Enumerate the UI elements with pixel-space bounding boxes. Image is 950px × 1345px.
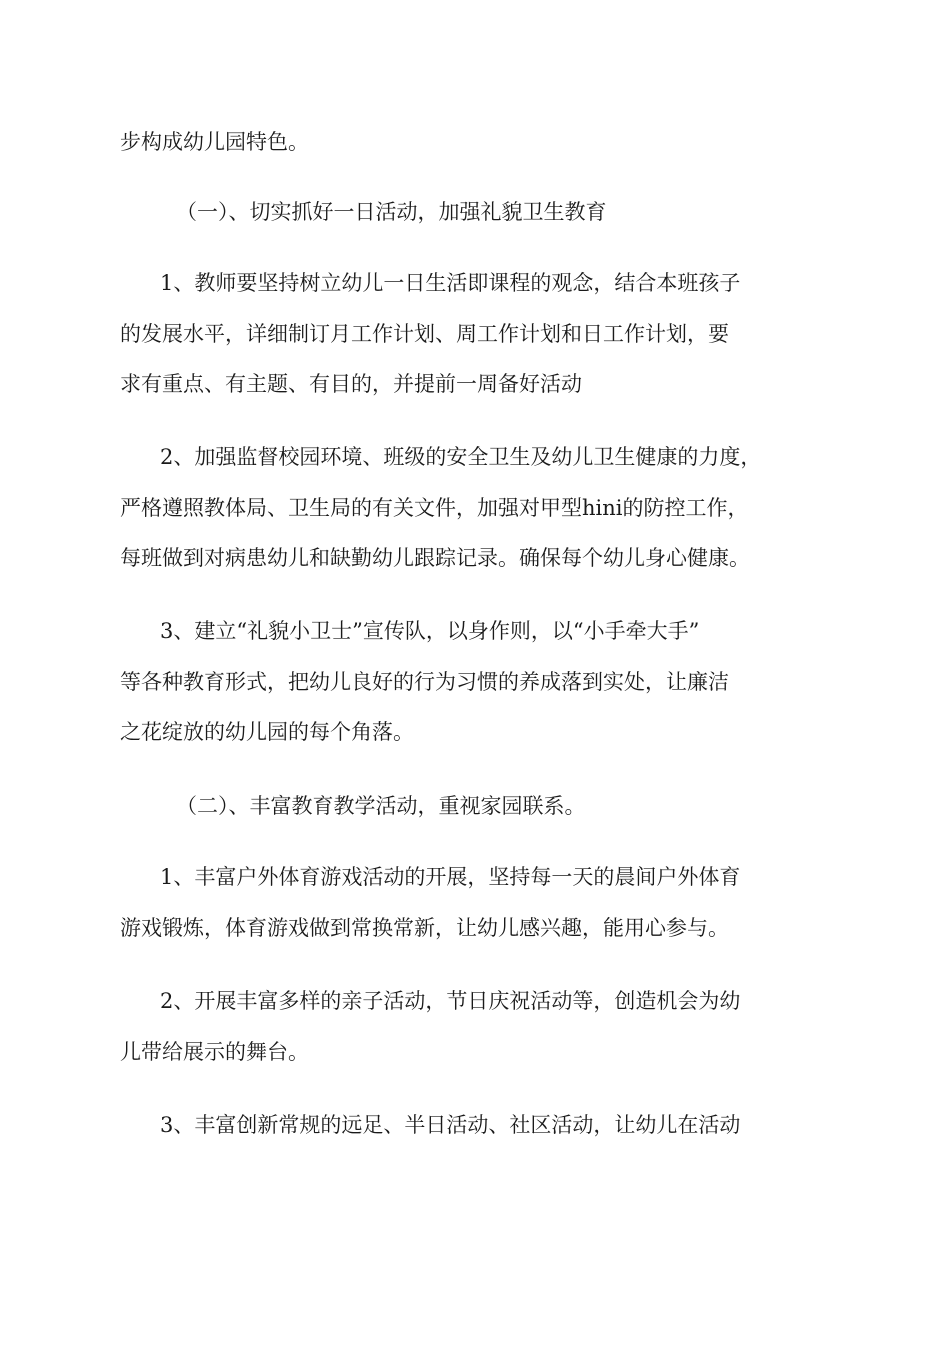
paragraph-line: 3、建立“礼貌小卫士”宣传队，以身作则，以“小手牵大手” [160,619,700,643]
paragraph-line: 2、开展丰富多样的亲子活动，节日庆祝活动等，创造机会为幼 [160,989,741,1013]
section-heading: （一）、切实抓好一日活动，加强礼貌卫生教育 [176,200,607,224]
paragraph-line: 1、丰富户外体育游戏活动的开展，坚持每一天的晨间户外体育 [160,865,741,889]
paragraph-line: 儿带给展示的舞台。 [120,1040,309,1064]
paragraph-line: 3、丰富创新常规的远足、半日活动、社区活动，让幼儿在活动 [160,1113,741,1137]
section-heading: （二）、丰富教育教学活动，重视家园联系。 [176,794,586,818]
paragraph-line: 每班做到对病患幼儿和缺勤幼儿跟踪记录。确保每个幼儿身心健康。 [120,546,750,570]
paragraph-line: 步构成幼儿园特色。 [120,130,309,154]
paragraph-line: 求有重点、有主题、有目的，并提前一周备好活动 [120,372,582,396]
paragraph-line: 之花绽放的幼儿园的每个角落。 [120,720,414,744]
paragraph-line: 1、教师要坚持树立幼儿一日生活即课程的观念，结合本班孩子 [160,271,741,295]
paragraph-line: 的发展水平，详细制订月工作计划、周工作计划和日工作计划，要 [120,322,729,346]
paragraph-line: 游戏锻炼，体育游戏做到常换常新，让幼儿感兴趣，能用心参与。 [120,916,729,940]
paragraph-line: 2、加强监督校园环境、班级的安全卫生及幼儿卫生健康的力度， [160,445,762,469]
paragraph-line: 等各种教育形式，把幼儿良好的行为习惯的养成落到实处，让廉洁 [120,670,729,694]
paragraph-line: 严格遵照教体局、卫生局的有关文件，加强对甲型hini的防控工作， [120,496,749,520]
